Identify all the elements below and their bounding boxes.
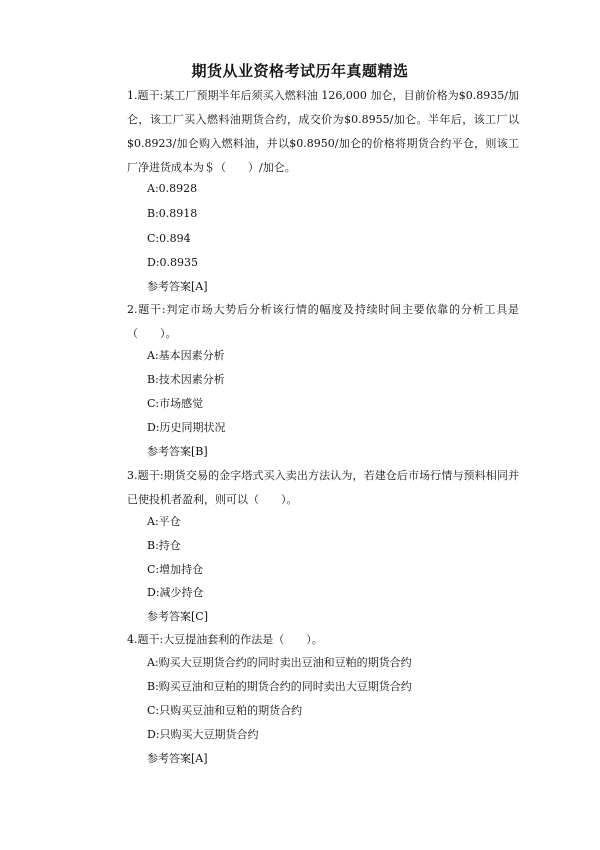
question-3-stem: 3.题干:期货交易的金字塔式买入卖出方法认为，若建仓后市场行情与预料相同并已使投机者盈利，则可以（ ）。 [127,469,519,506]
question-2-option-a: A:基本因素分析 [147,349,225,362]
question-4-answer: 参考答案[A] [147,752,208,765]
question-3-option-c: C:增加持仓 [147,563,204,576]
question-2-option-b: B:技术因素分析 [147,373,225,386]
question-2-option-d: D:历史同期状况 [147,421,226,434]
question-3-option-b: B:持仓 [147,539,181,552]
document-title: 期货从业资格考试历年真题精选 [191,62,409,80]
question-1-stem: 1.题干:某工厂预期半年后须买入燃料油 126,000 加仑，目前价格为$0.8935/加仑，该工厂买入燃料油期货合约，成交价为$0.8955/加仑。半年后，该工厂以$0.8923/加仑购入燃料油，并以$0.8950/加仑的价格将期货合约平仓，则该工厂净进货成本为＄（ ）/加仑。 [127,89,519,174]
question-1-option-d: D:0.8935 [147,256,199,269]
question-4-option-c: C:只购买豆油和豆粕的期货合约 [147,704,303,717]
question-4-option-a: A:购买大豆期货合约的同时卖出豆油和豆粕的期货合约 [147,656,412,669]
question-2-answer: 参考答案[B] [147,445,208,458]
question-4-option-b: B:购买豆油和豆粕的期货合约的同时卖出大豆期货合约 [147,680,412,693]
question-3-answer: 参考答案[C] [147,610,208,623]
question-2-stem: 2.题干:判定市场大势后分析该行情的幅度及持续时间主要依靠的分析工具是（ ）。 [127,303,519,340]
question-1-option-b: B:0.8918 [147,207,198,220]
question-3-option-d: D:减少持仓 [147,586,204,599]
question-2-option-c: C:市场感觉 [147,397,204,410]
question-3-option-a: A:平仓 [147,515,181,528]
question-4-stem: 4.题干:大豆提油套利的作法是（ ）。 [127,633,323,646]
question-1-option-a: A:0.8928 [147,182,198,195]
question-1-answer: 参考答案[A] [147,280,208,293]
question-1-option-c: C:0.894 [147,232,191,245]
question-4-option-d: D:只购买大豆期货合约 [147,728,259,741]
